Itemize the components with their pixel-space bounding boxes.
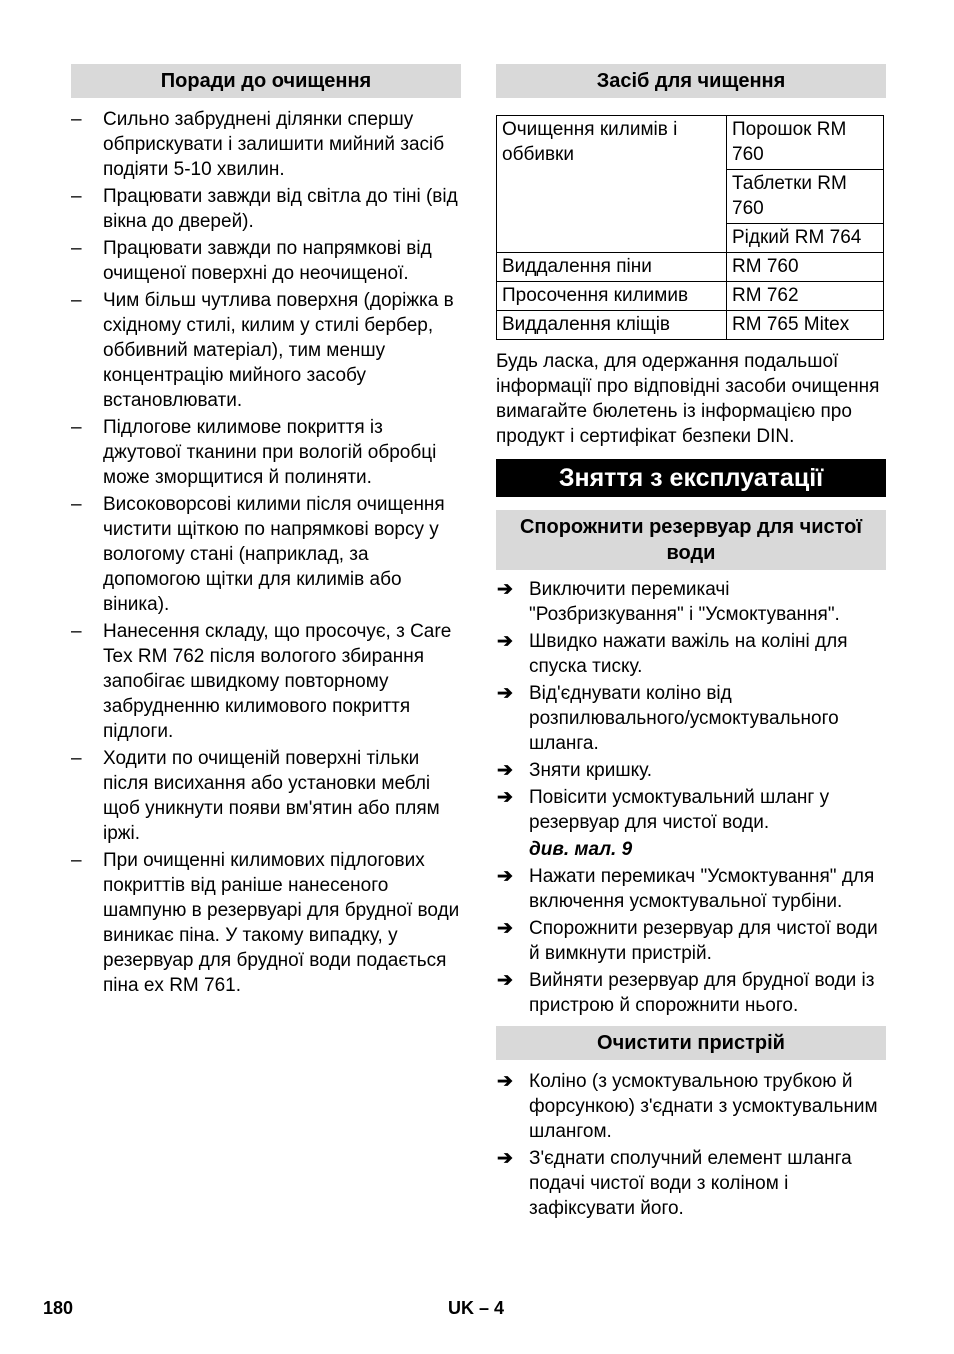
table-cell-product: Рідкий RM 764 xyxy=(727,224,884,253)
page-label: UK – 4 xyxy=(448,1298,505,1318)
dash-marker: – xyxy=(71,186,82,207)
list-item: – Високоворсові килими після очищення чистити щіткою по напрямкові ворсу у вологому стані (наприклад, за допомогою щітки для килимів або віника). xyxy=(71,494,445,615)
step-item: ➔ Виключити перемикачі "Розбризкування" і "Усмоктування". xyxy=(497,579,840,625)
list-item: – Працювати завжди від світла до тіні (від вікна до дверей). xyxy=(71,186,458,232)
dash-marker: – xyxy=(71,748,82,769)
arrow-right-icon: ➔ xyxy=(497,760,513,781)
step-item: ➔ Від'єднувати коліно від розпилювального/усмоктувального шланга. xyxy=(497,683,839,754)
table-cell-product: Порошок RM 760 xyxy=(727,116,884,170)
cleaning-agent-table xyxy=(496,115,884,340)
step-item: ➔ Зняти кришку. xyxy=(497,760,652,781)
cleaning-agent-heading: Засіб для чищення xyxy=(496,64,886,98)
figure-reference: див. мал. 9 xyxy=(529,839,633,860)
arrow-right-icon: ➔ xyxy=(497,579,513,600)
arrow-right-icon: ➔ xyxy=(497,918,513,939)
list-item: – Сильно забруднені ділянки спершу обприскувати і залишити мийний засіб подіяти 5-10 хвилин. xyxy=(71,109,445,180)
right-column xyxy=(496,64,886,1223)
table-cell-label: Виддалення піни xyxy=(497,253,727,282)
arrow-right-icon: ➔ xyxy=(497,970,513,991)
table-row xyxy=(497,253,884,282)
dash-marker: – xyxy=(71,417,82,438)
step-item: ➔ Повісити усмоктувальний шланг у резервуар для чистої води. xyxy=(497,787,830,833)
table-row xyxy=(497,116,884,170)
step-item: ➔ Швидко нажати важіль на коліні для спуска тиску. xyxy=(497,631,848,677)
dash-marker: – xyxy=(71,850,82,871)
step-item: ➔ Спорожнити резервуар для чистої води й вимкнути пристрій. xyxy=(497,918,878,964)
dash-marker: – xyxy=(71,621,82,642)
cleaning-tips-list xyxy=(71,107,461,998)
step-item: ➔ З'єднати сполучний елемент шланга подачі чистої води з коліном і зафіксувати його. xyxy=(497,1148,852,1219)
table-row xyxy=(497,282,884,311)
table-cell-product: RM 762 xyxy=(727,282,884,311)
left-column xyxy=(71,64,461,1000)
info-note: Будь ласка, для одержання подальшої інформації про відповідні засоби очищення вимагайте бюлетень із інформацією про продукт і сертифікат безпеки DIN. xyxy=(496,351,880,447)
empty-tank-heading: Спорожнити резервуар для чистої води xyxy=(496,510,886,570)
table-cell-label: Виддалення кліщів xyxy=(497,311,727,340)
list-item: – Чим більш чутлива поверхня (доріжка в східному стилі, килим у стилі бербер, оббивний матеріал), тим меншу концентрацію мийного засобу встановлювати. xyxy=(71,290,454,411)
table-row xyxy=(497,311,884,340)
list-item: – При очищенні килимових підлогових покриттів від раніше нанесеного шампуню в резервуарі для брудної води виникає піна. У такому випадку, у резервуар для брудної води подається піна ex RM 761. xyxy=(71,850,460,996)
page-number: 180 xyxy=(43,1298,74,1318)
clean-device-heading: Очистити пристрій xyxy=(496,1026,886,1060)
cleaning-tips-heading: Поради до очищення xyxy=(71,64,461,98)
dash-marker: – xyxy=(71,109,82,130)
decommissioning-heading: Зняття з експлуатації xyxy=(496,459,886,497)
list-item: – Ходити по очищеній поверхні тільки після висихання або установки меблі щоб уникнути появи вм'ятин або плям іржі. xyxy=(71,748,440,844)
table-cell-label: Просочення килимив xyxy=(497,282,727,311)
table-cell-label: Очищення килимів і оббивки xyxy=(497,116,727,253)
arrow-right-icon: ➔ xyxy=(497,787,513,808)
clean-device-steps xyxy=(496,1069,886,1221)
list-item: – Підлогове килимове покриття із джутової тканини при вологій обробці може зморщитися й полиняти. xyxy=(71,417,437,488)
list-item: – Нанесення складу, що просочує, з Care Tex RM 762 після вологого збирання запобігає швидкому повторному забрудненню килимового покриття підлоги. xyxy=(71,621,452,742)
table-cell-product: Таблетки RM 760 xyxy=(727,170,884,224)
arrow-right-icon: ➔ xyxy=(497,866,513,887)
step-item: ➔ Коліно (з усмоктувальною трубкою й форсункою) з'єднати з усмоктувальним шлангом. xyxy=(497,1071,878,1142)
table-cell-product: RM 765 Mitex xyxy=(727,311,884,340)
table-cell-product: RM 760 xyxy=(727,253,884,282)
dash-marker: – xyxy=(71,494,82,515)
arrow-right-icon: ➔ xyxy=(497,1148,513,1169)
step-item: ➔ Нажати перемикач "Усмоктування" для включення усмоктувальної турбіни. xyxy=(497,866,875,912)
arrow-right-icon: ➔ xyxy=(497,683,513,704)
dash-marker: – xyxy=(71,238,82,259)
dash-marker: – xyxy=(71,290,82,311)
list-item: – Працювати завжди по напрямкові від очищеної поверхні до неочищеної. xyxy=(71,238,432,284)
arrow-right-icon: ➔ xyxy=(497,631,513,652)
empty-tank-steps xyxy=(496,577,886,835)
step-item: ➔ Вийняти резервуар для брудної води із пристрою й спорожнити нього. xyxy=(497,970,875,1016)
arrow-right-icon: ➔ xyxy=(497,1071,513,1092)
empty-tank-steps-continued xyxy=(496,864,886,1018)
